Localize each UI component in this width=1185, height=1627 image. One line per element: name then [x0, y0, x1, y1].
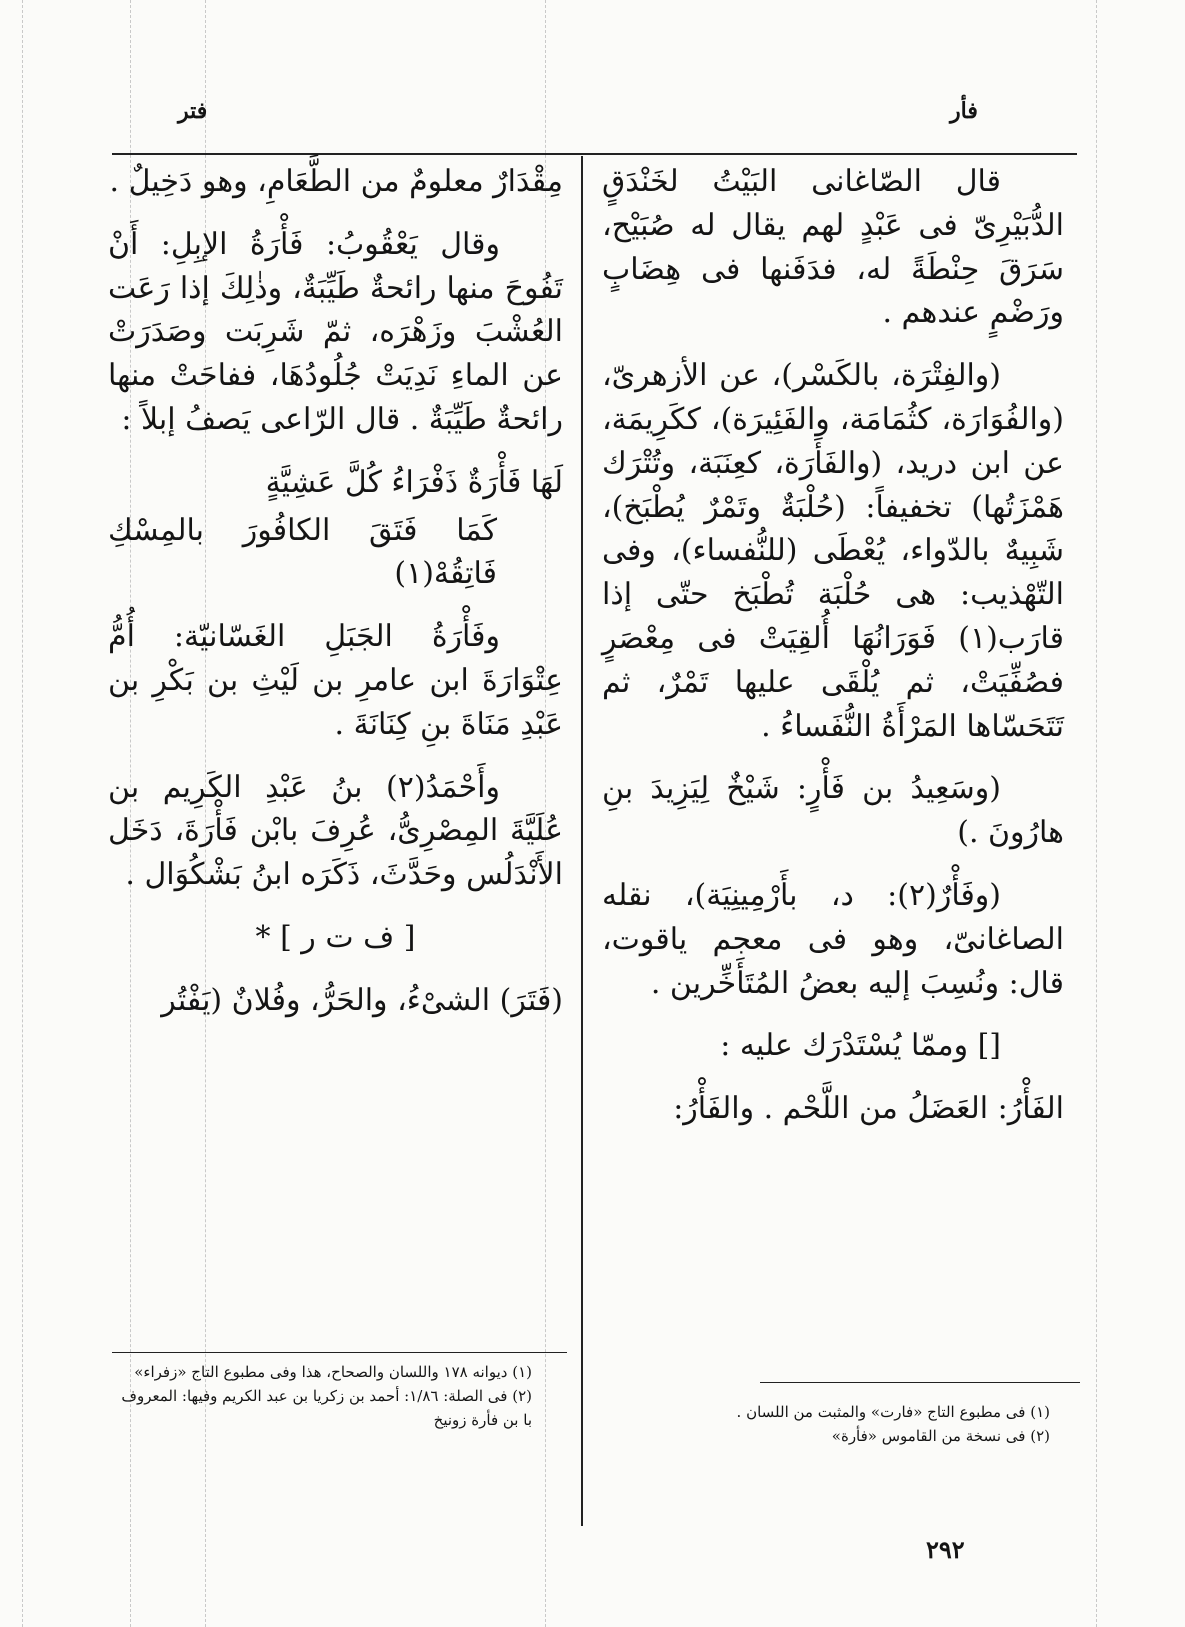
paragraph: وأَحْمَدُ(٢) بنُ عَبْدِ الكَرِيم بن عُلَيَّةَ المِصْرِىُّ، عُرِفَ بابْن فَأْرَةَ، دَخَل الأَنْدَلُس وحَدَّثَ، ذَكَرَه ابنُ بَشْكُوَال .: [108, 769, 563, 893]
paragraph: مِقْدَارٌ معلومٌ من الطَّعَامِ، وهو دَخِيلٌ .: [109, 164, 563, 199]
footnote: (١) ديوانه ١٧٨ واللسان والصحاح، هذا وفى مطبوع التاج «زفراء»: [134, 1363, 532, 1381]
footnote: (٢) فى نسخة من القاموس «فأرة»: [831, 1427, 1050, 1445]
column-divider: [581, 156, 583, 1526]
right-column: [602, 160, 1064, 1150]
paragraph: [] وممّا يُسْتَدْرَك عليه :: [720, 1028, 1001, 1064]
paragraph: (والفِتْرَة، بالكَسْر)، عن الأزهرىّ، (والفُوَارَة، كثُمَامَة، والفَئِيرَة)، ككَرِيمَة، عن ابن دريد، (والفَأَرَة، كعِنَبَة، وتُتْرَك هَمْزَتُها) تخفيفاً: (حُلْبَةٌ وتَمْرٌ يُطْبَخ)، شَبِيهٌ بالدّواء، يُعْطَى (للنُّفساء)، وفى التّهْذيب: هى حُلْبَة تُطْبَخ حتّى إذا قارَب(١) فَوَرَانُهَا أُلقِيَتْ فى مِعْصَرٍ فصُفِّيَتْ، ثم يُلْقَى عليها تَمْرٌ، ثم تَتَحَسّاها المَرْأَةُ النُّفَساءُ .: [602, 358, 1064, 744]
footnote-rule-left: [112, 1352, 567, 1353]
footnote-rule-right: [760, 1382, 1080, 1383]
footnotes-right: [640, 1400, 1050, 1448]
entry-heading: [ ف ت ر ] *: [255, 919, 416, 955]
paragraph: (وسَعِيدُ بن فَأْرٍ: شَيْخٌ لِيَزِيدَ بنِ هارُونَ .): [602, 771, 1064, 851]
running-header-right: فأر: [950, 98, 978, 124]
paragraph: وقال يَعْقُوبُ: فَأْرَةُ الإبِلِ: أَنْ تَفُوحَ منها رائحةٌ طَيِّبَةٌ، وذٰلِكَ إذا رَعَت العُشْبَ وزَهْرَه، ثمّ شَرِبَت وصَدَرَتْ عن الماءِ نَدِيَتْ جُلُودُهَا، ففاحَتْ منها رائحةٌ طَيِّبَةٌ . قال الرّاعى يَصفُ إبلاً :: [108, 226, 563, 437]
header-rule: [112, 153, 1077, 155]
footnote: (٢) فى الصلة: ١/٨٦: أحمد بن زكريا بن عبد الكريم وفيها: المعروف با بن فأرة زونيخ: [121, 1387, 532, 1429]
paragraph: الفَأْرُ: العَضَلُ من اللَّحْم . والفَأْرُ:: [673, 1091, 1064, 1127]
left-column: [108, 160, 563, 1042]
paragraph: قال الصّاغانى البَيْتُ لخَنْدَقٍ الدُّبَيْرِىّ فى عَبْدٍ لهم يقال له صُبَيْح، سَرَقَ حِنْطَةً له، فدَفَنها فى هِضَابٍ ورَضْمٍ عندهم .: [602, 164, 1064, 331]
scan-artifact-line: [22, 0, 23, 1627]
paragraph: (فَتَرَ) الشىْءُ، والحَرُّ، وفُلانٌ (يَفْتُر: [161, 982, 563, 1018]
running-header-left: فتر: [178, 98, 208, 124]
paragraph: (وفَأْرٌ(٢): د، بأَرْمِينِيَة)، نقله الصاغانىّ، وهو فى معجم ياقوت، قال: ونُسِبَ إليه بعضُ المُتَأَخِّرين .: [602, 877, 1064, 1001]
footnotes-left: [112, 1360, 532, 1432]
verse-line: لَهَا فَأْرَةٌ ذَفْرَاءُ كُلَّ عَشِيَّةٍ: [265, 464, 563, 500]
footnote: (١) فى مطبوع التاج «فارت» والمثبت من اللسان .: [736, 1403, 1050, 1421]
verse-line: كَمَا فَتَقَ الكافُورَ بالمِسْكِ فَاتِقُهْ(١): [108, 512, 497, 592]
paragraph: وفَأْرَةُ الجَبَلِ الغَسّانيّة: أُمُّ عِتْوَارَةَ ابن عامرِ بن لَيْثِ بن بَكْرِ بن عَبْدِ مَنَاةَ بنِ كِنَانَةَ .: [108, 619, 563, 742]
scan-artifact-line: [1096, 0, 1097, 1627]
page-number: ٢٩٢: [926, 1535, 965, 1564]
